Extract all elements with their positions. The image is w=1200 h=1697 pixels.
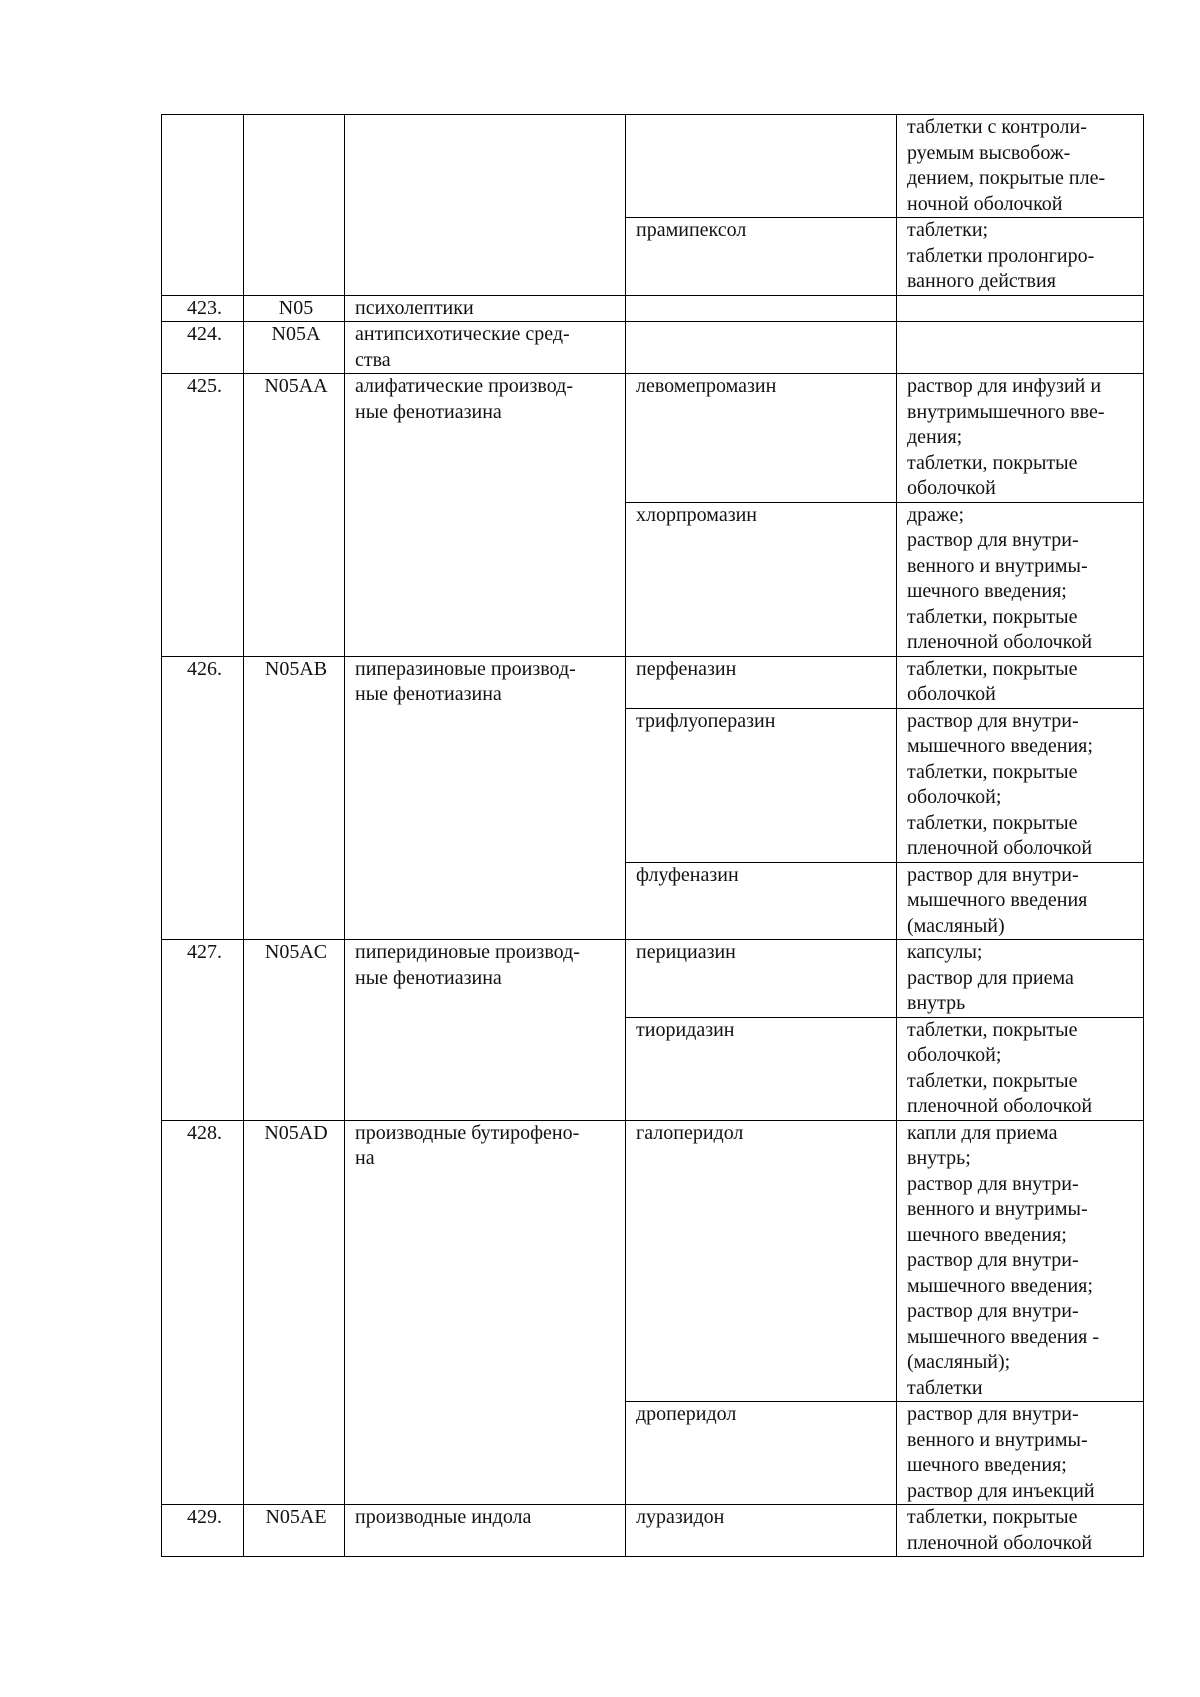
dosage-form-line: таблетки; (907, 219, 989, 241)
dosage-form-line: мышечного введения - (907, 1325, 1100, 1348)
dosage-form-line: раствор для внутри- (907, 1403, 1079, 1425)
row-number-cell (162, 115, 244, 296)
dosage-form-line: пленочной оболочкой (907, 631, 1093, 653)
dosage-form-line: (масляный) (907, 914, 1005, 937)
dosage-form-line: руемым высвобож- (907, 141, 1071, 164)
group-name-cell (345, 1505, 626, 1557)
dosage-form-line: раствор для внутри- (907, 1249, 1079, 1271)
dosage-form-cell (897, 1505, 1144, 1557)
dosage-form-line: раствор для внутри- (907, 863, 1079, 886)
dosage-form-line: внутримышечного вве- (907, 400, 1105, 423)
dosage-form-line: пленочной оболочкой (907, 1095, 1093, 1117)
atc-code-cell: N05A (244, 322, 345, 374)
group-name-line: пиперидиновые производ- (355, 941, 580, 963)
group-name-line: пиперазиновые производ- (355, 657, 576, 680)
dosage-form-line: драже; (907, 503, 965, 526)
dosage-form-line: капли для приема (907, 1121, 1058, 1144)
dosage-form-line: оболочкой; (907, 1044, 1002, 1066)
drug-name-cell: прамипексол (626, 218, 897, 296)
dosage-form-line: мышечного введения; (907, 1274, 1093, 1297)
row-number-cell: 428. (162, 1120, 244, 1505)
group-name-line: алифатические производ- (355, 375, 573, 397)
drug-name-cell (626, 115, 897, 218)
dosage-form-line: мышечного введения (907, 889, 1088, 911)
group-name-line: антипсихотические сред- (355, 323, 570, 345)
dosage-form-line: шечного введения; (907, 1223, 1067, 1246)
row-number-cell: 426. (162, 656, 244, 940)
atc-code-cell: N05 (244, 295, 345, 322)
dosage-form-cell (897, 374, 1144, 503)
dosage-form-line: шечного введения; (907, 1454, 1067, 1476)
dosage-form-cell (897, 1120, 1144, 1402)
dosage-form-line: шечного введения; (907, 580, 1067, 602)
dosage-form-line: венного и внутримы- (907, 554, 1088, 577)
dosage-form-cell (897, 502, 1144, 656)
group-name-cell (345, 322, 626, 374)
dosage-form-line: таблетки (907, 1376, 983, 1399)
dosage-form-line: дения; (907, 426, 963, 448)
group-name-cell (345, 940, 626, 1121)
group-name-line: на (355, 1147, 375, 1169)
dosage-form-line: раствор для внутри- (907, 529, 1079, 551)
atc-code-cell: N05AE (244, 1505, 345, 1557)
atc-code-cell: N05AB (244, 656, 345, 940)
dosage-form-line: внутрь (907, 992, 966, 1014)
row-number-cell: 425. (162, 374, 244, 657)
dosage-form-line: дением, покрытые пле- (907, 167, 1106, 189)
dosage-form-line: внутрь; (907, 1147, 971, 1169)
dosage-form-line: таблетки, покрытые (907, 1506, 1078, 1528)
group-name-line: производные бутирофено- (355, 1121, 580, 1144)
row-number-cell: 427. (162, 940, 244, 1121)
dosage-form-cell (897, 656, 1144, 708)
drug-name-cell: тиоридазин (626, 1017, 897, 1120)
dosage-form-line: таблетки пролонгиро- (907, 244, 1095, 267)
dosage-form-line: таблетки, покрытые (907, 760, 1078, 783)
group-name-cell (345, 656, 626, 940)
drug-name-cell: луразидон (626, 1505, 897, 1557)
dosage-form-line: раствор для внутри- (907, 1300, 1079, 1322)
medicines-table (161, 114, 1144, 1557)
table-row (162, 295, 1144, 322)
dosage-form-line: раствор для внутри- (907, 709, 1079, 732)
drug-name-cell: галоперидол (626, 1120, 897, 1402)
dosage-form-line: оболочкой; (907, 786, 1002, 808)
dosage-form-line: венного и внутримы- (907, 1198, 1088, 1220)
drug-name-cell: левомепромазин (626, 374, 897, 503)
dosage-form-line: раствор для внутри- (907, 1172, 1079, 1195)
dosage-form-cell (897, 1402, 1144, 1505)
dosage-form-line: оболочкой (907, 683, 996, 705)
group-name-cell (345, 1120, 626, 1505)
dosage-form-cell (897, 218, 1144, 296)
group-name-cell (345, 295, 626, 322)
dosage-form-line: пленочной оболочкой (907, 837, 1093, 859)
group-name-line: ные фенотиазина (355, 400, 502, 423)
group-name-cell (345, 374, 626, 657)
dosage-form-cell (897, 1017, 1144, 1120)
drug-name-cell: трифлуоперазин (626, 708, 897, 862)
drug-name-cell (626, 322, 897, 374)
dosage-form-line: ванного действия (907, 270, 1056, 292)
dosage-form-line: таблетки, покрытые (907, 657, 1078, 680)
dosage-form-cell (897, 115, 1144, 218)
atc-code-cell (244, 115, 345, 296)
dosage-form-line: пленочной оболочкой (907, 1531, 1093, 1554)
dosage-form-line: оболочкой (907, 477, 996, 499)
dosage-form-line: мышечного введения; (907, 735, 1093, 757)
table-row (162, 940, 1144, 1018)
dosage-form-line: ночной оболочкой (907, 192, 1063, 215)
dosage-form-cell (897, 322, 1144, 374)
drug-name-cell (626, 295, 897, 322)
drug-name-cell: дроперидол (626, 1402, 897, 1505)
atc-code-cell: N05AD (244, 1120, 345, 1505)
drug-name-cell: перициазин (626, 940, 897, 1018)
dosage-form-line: таблетки, покрытые (907, 1069, 1078, 1092)
dosage-form-line: капсулы; (907, 941, 983, 963)
group-name-line: психолептики (355, 296, 474, 319)
dosage-form-cell (897, 708, 1144, 862)
table-row (162, 1505, 1144, 1557)
group-name-line: ства (355, 348, 391, 371)
dosage-form-line: венного и внутримы- (907, 1428, 1088, 1451)
drug-name-cell: перфеназин (626, 656, 897, 708)
group-name-cell (345, 115, 626, 296)
dosage-form-line: таблетки, покрытые (907, 451, 1078, 474)
table-row (162, 656, 1144, 708)
group-name-line: производные индола (355, 1506, 532, 1528)
atc-code-cell: N05AA (244, 374, 345, 657)
dosage-form-line: таблетки, покрытые (907, 1018, 1078, 1041)
dosage-form-line: таблетки, покрытые (907, 605, 1078, 628)
table-row (162, 1120, 1144, 1402)
row-number-cell: 429. (162, 1505, 244, 1557)
dosage-form-line: раствор для инъекций (907, 1479, 1095, 1502)
atc-code-cell: N05AC (244, 940, 345, 1121)
dosage-form-cell (897, 940, 1144, 1018)
dosage-form-line: (масляный); (907, 1351, 1011, 1373)
table-row (162, 374, 1144, 503)
drug-name-cell: флуфеназин (626, 862, 897, 940)
row-number-cell: 424. (162, 322, 244, 374)
dosage-form-cell (897, 295, 1144, 322)
group-name-line: ные фенотиазина (355, 966, 502, 989)
table-row (162, 322, 1144, 374)
table-row (162, 115, 1144, 218)
dosage-form-line: таблетки, покрытые (907, 811, 1078, 834)
drug-name-cell: хлорпромазин (626, 502, 897, 656)
group-name-line: ные фенотиазина (355, 683, 502, 705)
dosage-form-line: раствор для приема (907, 966, 1074, 989)
row-number-cell: 423. (162, 295, 244, 322)
dosage-form-line: таблетки с контроли- (907, 116, 1087, 138)
dosage-form-line: раствор для инфузий и (907, 375, 1102, 397)
dosage-form-cell (897, 862, 1144, 940)
